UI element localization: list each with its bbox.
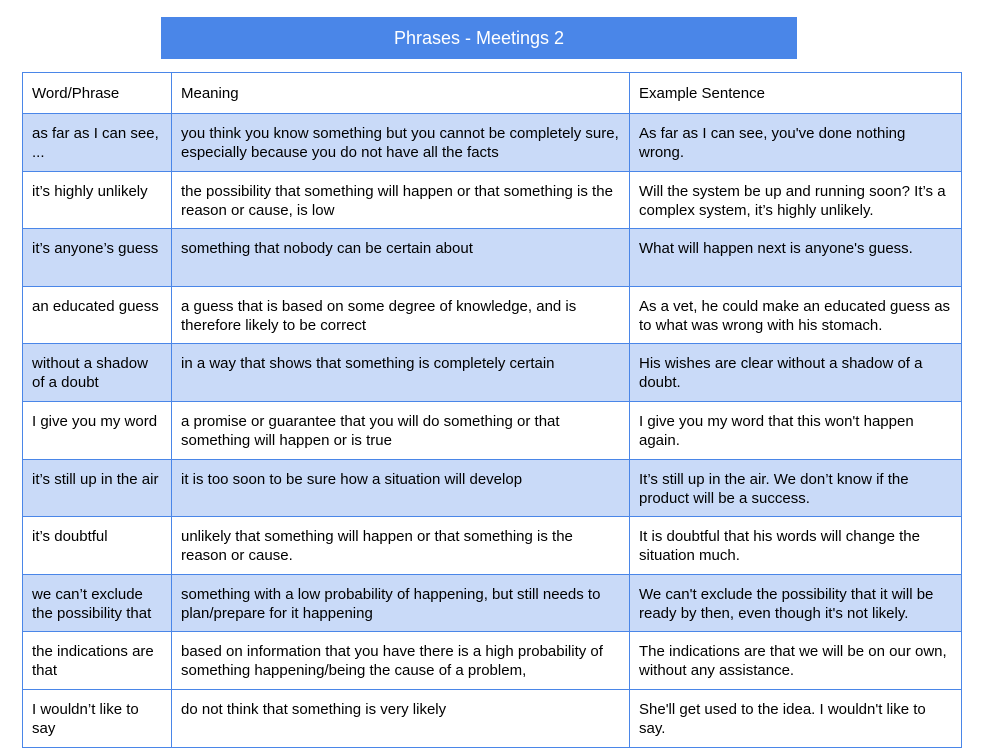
example-cell: We can't exclude the possibility that it will be ready by then, even though it's not likely. xyxy=(630,574,962,632)
meaning-cell: unlikely that something will happen or that something is the reason or cause. xyxy=(172,517,630,575)
table-row xyxy=(23,459,962,517)
table-row xyxy=(23,574,962,632)
table-row xyxy=(23,401,962,459)
meaning-cell: in a way that shows that something is completely certain xyxy=(172,344,630,402)
table-row xyxy=(23,114,962,172)
meaning-cell: you think you know something but you cannot be completely sure, especially because you do not have all the facts xyxy=(172,114,630,172)
example-cell: The indications are that we will be on our own, without any assistance. xyxy=(630,632,962,690)
example-cell: She'll get used to the idea. I wouldn't like to say. xyxy=(630,689,962,747)
example-cell: His wishes are clear without a shadow of a doubt. xyxy=(630,344,962,402)
column-header-word-phrase: Word/Phrase xyxy=(23,73,172,114)
column-header-example-sentence: Example Sentence xyxy=(630,73,962,114)
meaning-cell: based on information that you have there is a high probability of something happening/being the cause of a problem, xyxy=(172,632,630,690)
example-cell: It is doubtful that his words will change the situation much. xyxy=(630,517,962,575)
meaning-cell: the possibility that something will happen or that something is the reason or cause, is low xyxy=(172,171,630,229)
table-row xyxy=(23,286,962,344)
phrase-cell: an educated guess xyxy=(23,286,172,344)
table-row xyxy=(23,344,962,402)
phrase-cell: I wouldn’t like to say xyxy=(23,689,172,747)
table-row xyxy=(23,229,962,287)
example-cell: I give you my word that this won't happen again. xyxy=(630,401,962,459)
table-header-row xyxy=(23,73,962,114)
meaning-cell: something that nobody can be certain about xyxy=(172,229,630,287)
phrase-cell: it’s highly unlikely xyxy=(23,171,172,229)
example-cell: It’s still up in the air. We don’t know if the product will be a success. xyxy=(630,459,962,517)
column-header-meaning: Meaning xyxy=(172,73,630,114)
phrase-cell: we can’t exclude the possibility that xyxy=(23,574,172,632)
example-cell: As far as I can see, you've done nothing wrong. xyxy=(630,114,962,172)
table-row xyxy=(23,517,962,575)
meaning-cell: a promise or guarantee that you will do something or that something will happen or is true xyxy=(172,401,630,459)
meaning-cell: it is too soon to be sure how a situation will develop xyxy=(172,459,630,517)
meaning-cell: do not think that something is very likely xyxy=(172,689,630,747)
phrases-table xyxy=(22,72,962,748)
example-cell: What will happen next is anyone's guess. xyxy=(630,229,962,287)
phrase-cell: it’s still up in the air xyxy=(23,459,172,517)
table-row xyxy=(23,689,962,747)
phrase-cell: without a shadow of a doubt xyxy=(23,344,172,402)
meaning-cell: something with a low probability of happening, but still needs to plan/prepare for it happening xyxy=(172,574,630,632)
phrase-cell: it’s anyone’s guess xyxy=(23,229,172,287)
phrase-cell: as far as I can see, ... xyxy=(23,114,172,172)
example-cell: Will the system be up and running soon? It’s a complex system, it’s highly unlikely. xyxy=(630,171,962,229)
phrase-cell: I give you my word xyxy=(23,401,172,459)
phrase-cell: it’s doubtful xyxy=(23,517,172,575)
example-cell: As a vet, he could make an educated guess as to what was wrong with his stomach. xyxy=(630,286,962,344)
table-row xyxy=(23,171,962,229)
meaning-cell: a guess that is based on some degree of knowledge, and is therefore likely to be correct xyxy=(172,286,630,344)
page-title: Phrases - Meetings 2 xyxy=(161,17,797,59)
table-row xyxy=(23,632,962,690)
phrase-cell: the indications are that xyxy=(23,632,172,690)
